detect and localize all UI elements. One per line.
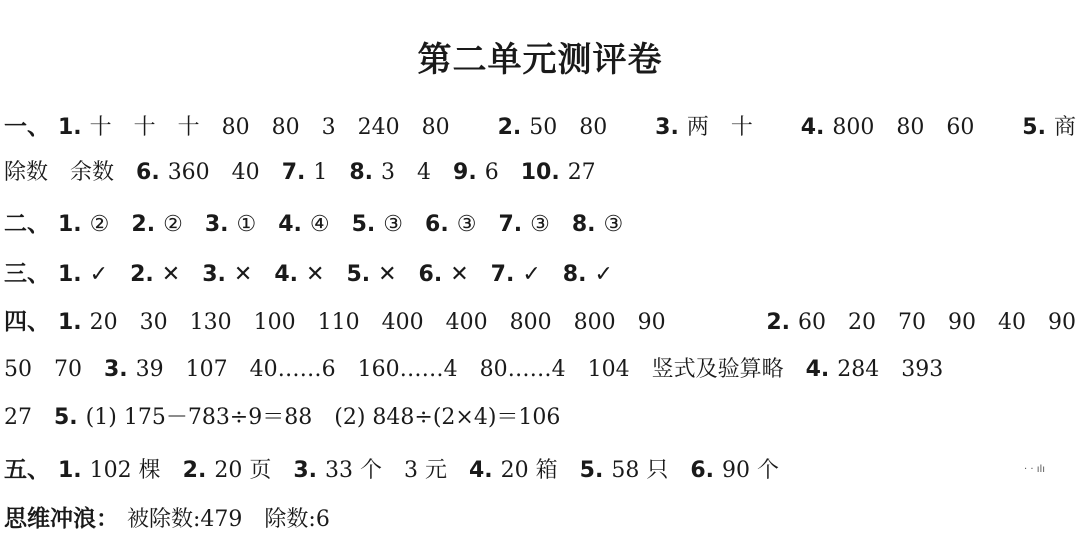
answer-item (4, 205, 109, 238)
answer-text: ③ (456, 212, 477, 237)
section-marker: 四、 (4, 309, 50, 335)
answer-text: ✕ (161, 262, 181, 287)
answer-item (655, 110, 753, 141)
answer-line (4, 155, 1076, 186)
question-number: 4. (800, 115, 825, 140)
answer-text: ✕ (450, 262, 469, 287)
answer-text: 被除数:479 除数:6 (127, 507, 330, 532)
scan-artifact: · · ılı (1024, 464, 1046, 475)
question-number: 8. (349, 160, 374, 185)
answer-item (690, 453, 779, 484)
answer-item (282, 160, 328, 185)
answer-item (498, 110, 608, 141)
question-number: 1. (58, 212, 82, 237)
answer-item (572, 212, 623, 237)
question-number: 8. (562, 262, 587, 287)
question-number: 6. (690, 458, 715, 483)
question-number: 4. (274, 262, 298, 287)
answer-text: 十 十 十 80 80 3 240 80 (89, 115, 450, 140)
answer-item (469, 453, 558, 484)
answer-text: 商 (1053, 115, 1076, 140)
answer-text: (1) 175－783÷9＝88 (2) 848÷(2×4)＝106 (85, 405, 561, 430)
answer-item (801, 110, 975, 141)
answer-item (54, 400, 560, 431)
answer-text: ✓ (522, 262, 541, 287)
answer-text: 两 十 (686, 115, 753, 140)
answer-text: 102 棵 (89, 458, 161, 483)
answer-item (766, 305, 1076, 336)
question-number: 5. (54, 405, 78, 430)
section-marker: 五、 (4, 457, 50, 483)
answer-text: ③ (603, 212, 624, 237)
answer-item (274, 262, 324, 287)
answer-item (806, 352, 944, 383)
question-number: 1. (58, 115, 82, 140)
answer-text: 20 页 (214, 458, 272, 483)
question-number: 7. (490, 262, 515, 287)
answer-item (349, 155, 431, 186)
answer-text: 3 4 (381, 160, 432, 185)
question-number: 5. (579, 458, 604, 483)
section-marker: 一、 (4, 114, 50, 140)
answer-text: 33 个 3 元 (325, 458, 447, 483)
answer-text: ② (89, 212, 110, 237)
question-number: 1. (58, 310, 82, 335)
answer-text: 800 80 60 (832, 115, 975, 140)
question-number: 3. (655, 115, 679, 140)
answer-item (183, 453, 272, 484)
answer-text: 27 (567, 160, 596, 185)
answer-text: ② (163, 212, 183, 237)
question-number: 6. (418, 262, 443, 287)
answer-item (130, 262, 180, 287)
answer-line (4, 255, 1076, 288)
answer-text: 50 70 (4, 357, 82, 382)
question-number: 1. (58, 458, 82, 483)
answer-text: 39 107 40……6 160……4 80……4 104 竖式及验算略 (135, 357, 784, 382)
answer-item (205, 212, 256, 237)
question-number: 5. (1022, 115, 1046, 140)
answer-text: 360 40 (167, 160, 260, 185)
answer-text: ③ (383, 212, 404, 237)
answer-line (4, 451, 1076, 484)
answer-item (4, 500, 330, 533)
answer-text: ✕ (378, 262, 397, 287)
answer-text: ④ (309, 212, 330, 237)
answer-text: ③ (530, 212, 550, 237)
question-number: 3. (204, 212, 229, 237)
answer-item (4, 255, 108, 288)
answer-text: 20 30 130 100 110 400 400 800 800 90 (89, 310, 666, 335)
answer-item (4, 352, 82, 383)
answer-item (278, 212, 329, 237)
question-number: 7. (498, 212, 523, 237)
question-number: 3. (293, 458, 318, 483)
answer-text: ✓ (594, 262, 613, 287)
question-number: 10. (520, 160, 560, 185)
answer-line (4, 500, 1076, 533)
answer-item (453, 160, 499, 185)
answer-text: 90 个 (722, 458, 780, 483)
answer-item (104, 352, 784, 383)
answer-item (491, 262, 541, 287)
answer-text: ✓ (89, 262, 109, 287)
question-number: 4. (278, 212, 302, 237)
answer-item (293, 453, 447, 484)
answer-text: 284 393 (837, 357, 944, 382)
question-number: 3. (104, 357, 128, 382)
answer-line (4, 400, 1076, 431)
question-number: 1. (58, 262, 82, 287)
page-title: 第二单元测评卷 (417, 40, 663, 80)
answer-item (1022, 110, 1076, 141)
answer-item (352, 212, 403, 237)
question-number: 4. (805, 357, 830, 382)
answer-text: 27 (4, 405, 32, 430)
answer-item (580, 453, 669, 484)
answer-line (4, 108, 1076, 141)
answer-text: 20 箱 (500, 458, 558, 483)
answer-item (131, 212, 182, 237)
answer-item (346, 262, 396, 287)
question-number: 3. (202, 262, 226, 287)
question-number: 8. (571, 212, 596, 237)
section-marker: 二、 (4, 211, 50, 237)
answer-text: ① (236, 212, 257, 237)
answer-item (563, 262, 613, 287)
answer-item (4, 405, 32, 430)
question-number: 7. (281, 160, 306, 185)
answer-text: ✕ (233, 262, 253, 287)
answer-line (4, 352, 1076, 383)
answer-item (425, 212, 476, 237)
answer-item (136, 155, 260, 186)
question-number: 2. (130, 262, 154, 287)
question-number: 2. (766, 310, 791, 335)
question-number: 5. (346, 262, 371, 287)
answer-item (498, 212, 549, 237)
section-marker: 三、 (4, 261, 50, 287)
answer-item (521, 160, 596, 185)
question-number: 2. (131, 212, 156, 237)
question-number: 6. (425, 212, 449, 237)
answer-item (4, 155, 114, 186)
answer-text: 50 80 (529, 115, 608, 140)
question-number: 2. (182, 458, 207, 483)
answer-line (4, 205, 1076, 238)
question-number: 2. (497, 115, 522, 140)
answer-text: 除数 余数 (4, 160, 115, 185)
question-number: 6. (136, 160, 160, 185)
answer-text: 6 (484, 160, 499, 185)
answer-item (4, 303, 666, 336)
answer-text: 58 只 (611, 458, 669, 483)
answer-text: ✕ (306, 262, 325, 287)
question-number: 9. (453, 160, 477, 185)
answer-text: 1 (313, 160, 328, 185)
answer-item (419, 262, 469, 287)
section-marker: 思维冲浪： (4, 506, 119, 532)
question-number: 5. (351, 212, 376, 237)
answer-item (202, 262, 252, 287)
question-number: 4. (469, 458, 493, 483)
answer-text: 60 20 70 90 40 90 (798, 310, 1076, 335)
answer-item (4, 451, 161, 484)
answer-line (4, 303, 1076, 336)
answer-item (4, 108, 450, 141)
